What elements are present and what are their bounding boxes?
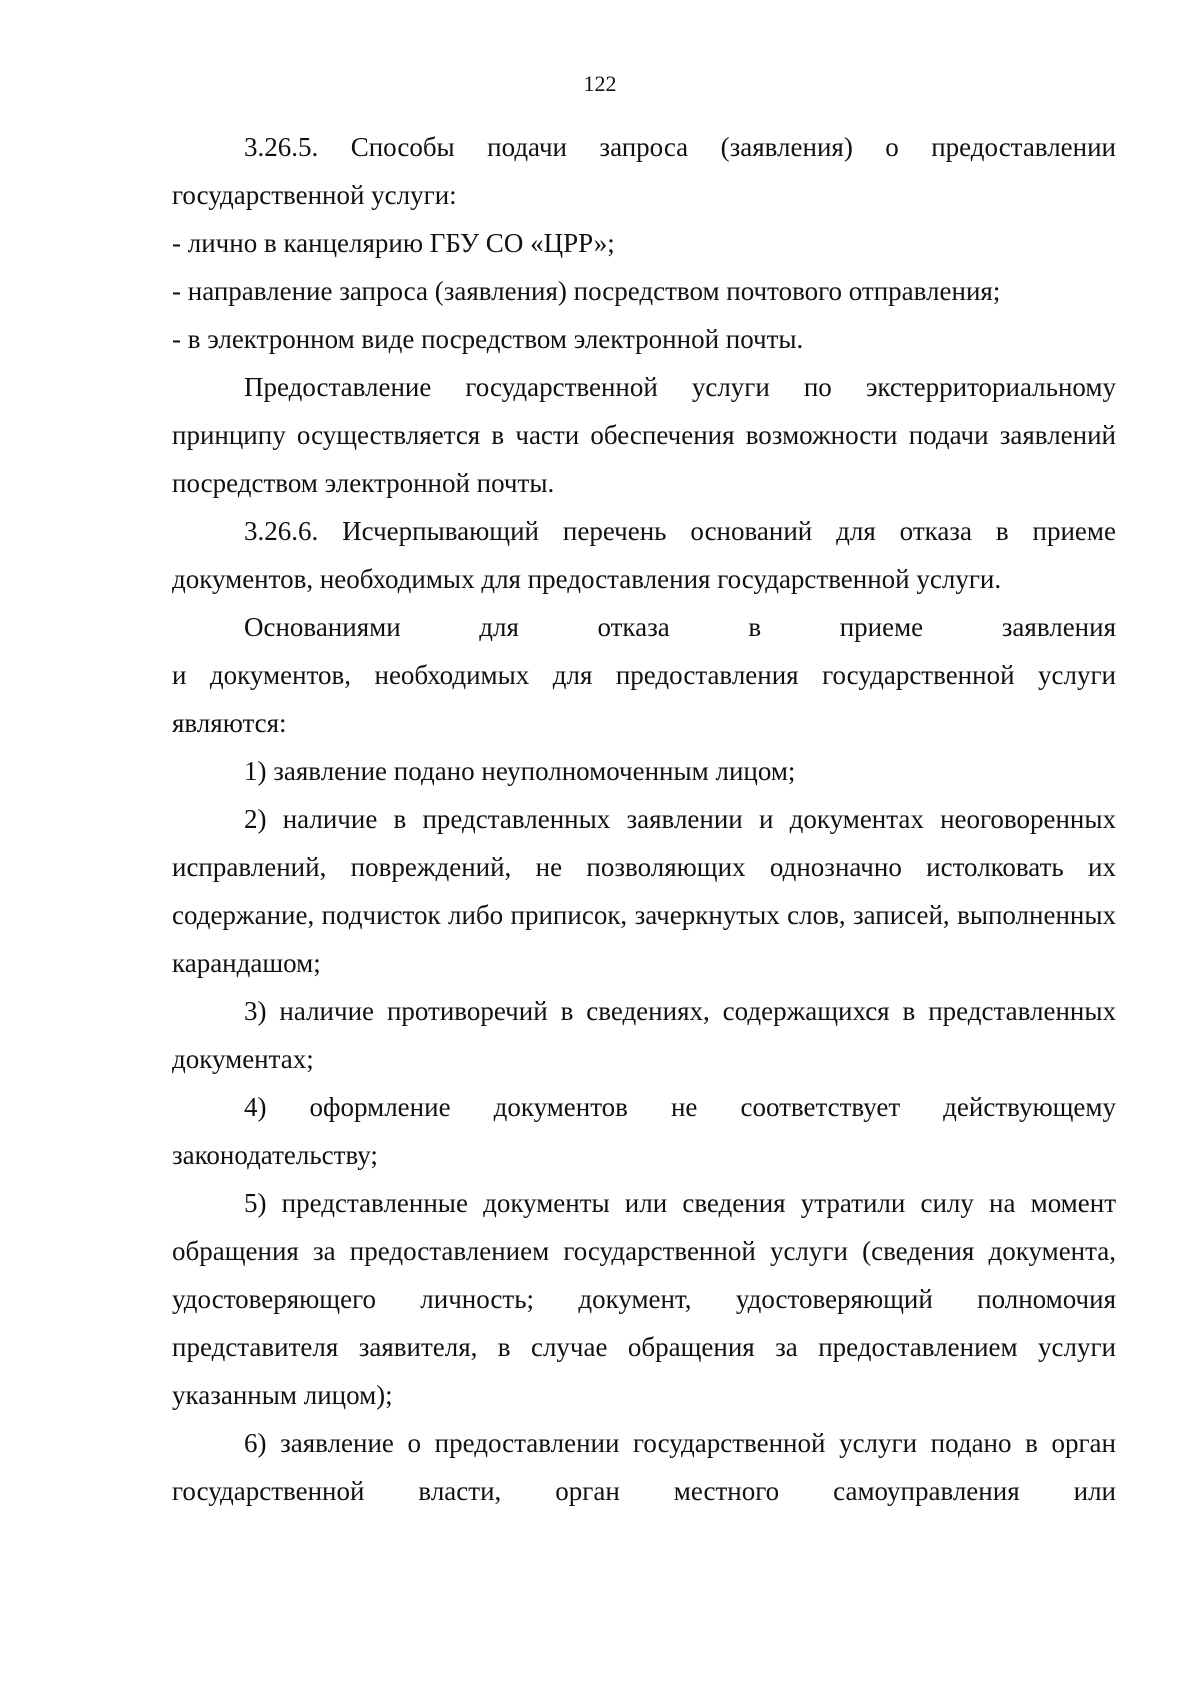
- ground-item-3: 3) наличие противоречий в сведениях, содержащихся в представленных документах;: [172, 996, 1116, 1074]
- ground-item-5: 5) представленные документы или сведения утратили силу на момент обращения за предоставлением государственной услуги (сведения документа, удостоверяющего личность; документ, удостоверяющий полномочия представителя заявителя, в случае обращения за предоставлением услуги указанным лицом);: [172, 1188, 1116, 1410]
- grounds-intro-cont: и документов, необходимых для предоставления государственной услуги являются:: [172, 660, 1116, 738]
- section-3-26-5-heading-cont: государственной услуги:: [172, 180, 457, 210]
- bullet-by-email: - в электронном виде посредством электронной почты.: [172, 324, 804, 354]
- grounds-intro-line: Основаниями для отказа в приеме заявления: [244, 612, 1116, 642]
- ground-item-6: 6) заявление о предоставлении государственной услуги подано в орган государственной власти, орган местного самоуправления или: [172, 1428, 1116, 1506]
- section-3-26-6-heading: 3.26.6. Исчерпывающий перечень оснований для отказа в приеме документов, необходимых для предоставления государственной услуги.: [172, 516, 1116, 594]
- bullet-by-mail: - направление запроса (заявления) посредством почтового отправления;: [172, 276, 1001, 306]
- bullet-in-person: - лично в канцелярию ГБУ СО «ЦРР»;: [172, 228, 615, 258]
- ground-item-4: 4) оформление документов не соответствует действующему законодательству;: [172, 1092, 1116, 1170]
- ground-item-2: 2) наличие в представленных заявлении и документах неоговоренных исправлений, повреждений, не позволяющих однозначно истолковать их содержание, подчисток либо приписок, зачеркнутых слов, записей, выполненных карандашом;: [172, 804, 1116, 978]
- ground-item-1: 1) заявление подано неуполномоченным лицом;: [244, 756, 796, 786]
- document-body: [172, 123, 1116, 1515]
- page-number: 122: [583, 71, 617, 96]
- extraterritorial-paragraph: Предоставление государственной услуги по экстерриториальному принципу осуществляется в части обеспечения возможности подачи заявлений посредством электронной почты.: [172, 372, 1116, 498]
- section-3-26-5-heading: 3.26.5. Способы подачи запроса (заявления) о предоставлении: [244, 132, 1116, 162]
